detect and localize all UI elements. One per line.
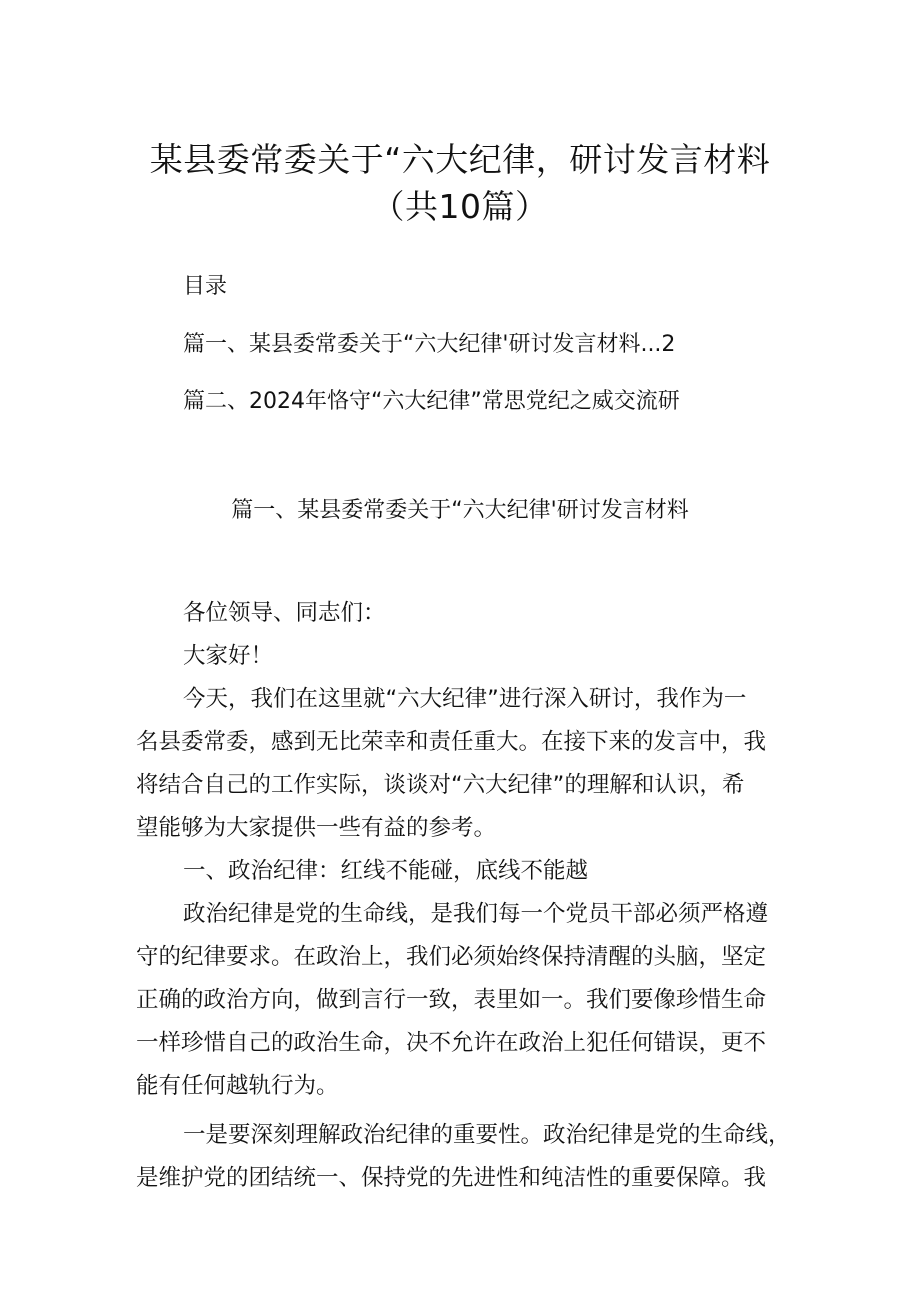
salutation-line: 各位领导、同志们： (183, 600, 386, 626)
document-title-line-2: （共10篇） (371, 187, 549, 226)
greeting-line: 大家好！ (183, 643, 274, 669)
document-title-line-1: 某县委常委关于“六大纪律，研讨发言材料 (149, 140, 771, 179)
subheading-political-discipline: 一、政治纪律：红线不能碰，底线不能越 (183, 858, 589, 884)
paragraph-line: 今天，我们在这里就“六大纪律”进行深入研讨，我作为一 (183, 686, 747, 712)
paragraph-line: 是维护党的团结统一、保持党的先进性和纯洁性的重要保障。我 (136, 1165, 767, 1191)
paragraph-line: 望能够为大家提供一些有益的参考。 (136, 815, 497, 841)
paragraph-line: 守的纪律要求。在政治上，我们必须始终保持清醒的头脑，坚定 (136, 944, 767, 970)
paragraph-line: 将结合自己的工作实际，谈谈对“六大纪律”的理解和认识，希 (136, 772, 745, 798)
paragraph-line: 正确的政治方向，做到言行一致，表里如一。我们要像珍惜生命 (136, 987, 767, 1013)
section-heading: 篇一、某县委常委关于“六大纪律'研讨发言材料 (231, 498, 689, 523)
toc-heading: 目录 (183, 274, 228, 299)
paragraph-line: 名县委常委，感到无比荣幸和责任重大。在接下来的发言中，我 (136, 729, 767, 755)
paragraph-line: 一样珍惜自己的政治生命，决不允许在政治上犯任何错误，更不 (136, 1030, 767, 1056)
paragraph-line: 一是要深刻理解政治纪律的重要性。政治纪律是党的生命线， (183, 1122, 791, 1148)
toc-item-1: 篇一、某县委常委关于“六大纪律'研讨发言材料...2 (183, 332, 676, 357)
body-text (136, 592, 791, 1200)
paragraph-line: 能有任何越轨行为。 (136, 1073, 339, 1099)
paragraph-line: 政治纪律是党的生命线，是我们每一个党员干部必须严格遵 (183, 901, 769, 927)
toc-item-2: 篇二、2024年恪守“六大纪律”常思党纪之威交流研 (183, 389, 680, 414)
